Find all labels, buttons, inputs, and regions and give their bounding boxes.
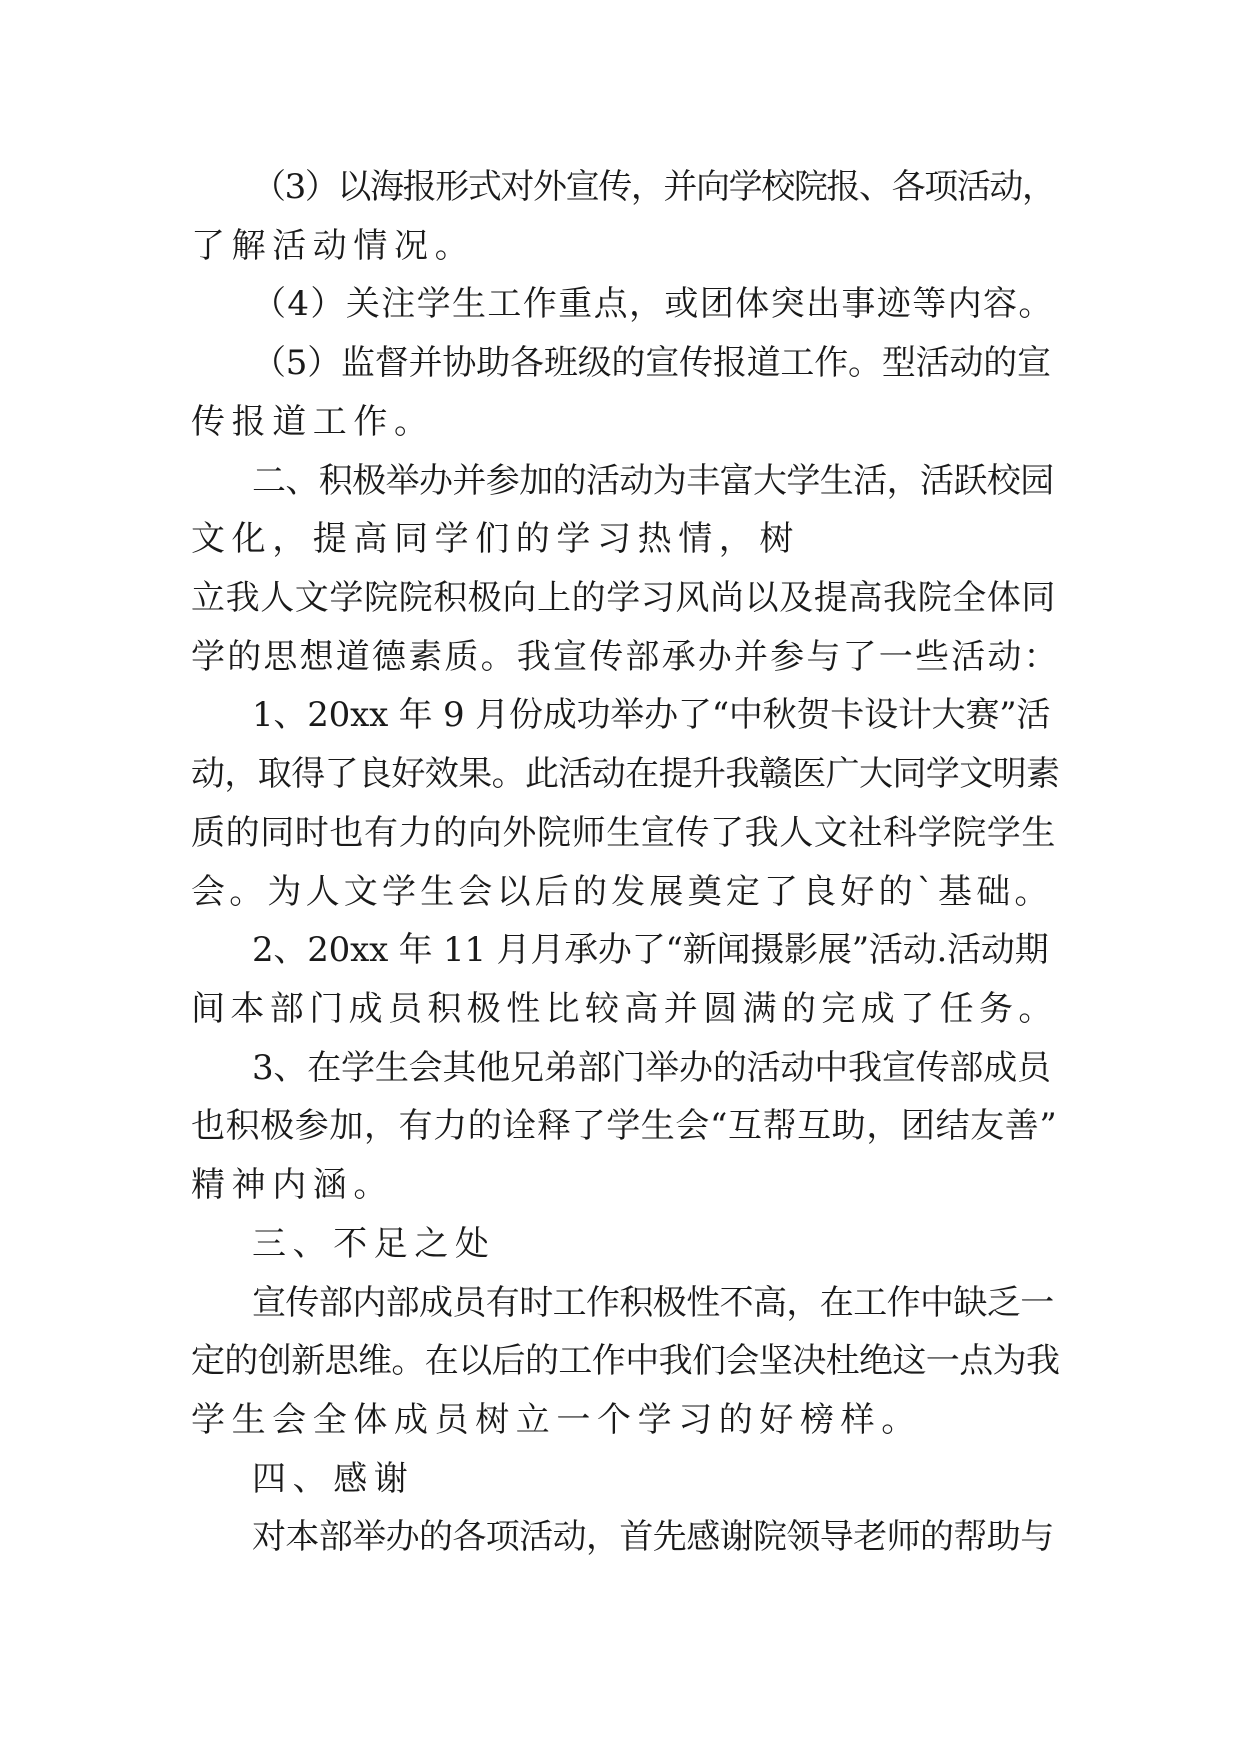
- paragraph-line: （5）监督并协助各班级的宣传报道工作。型活动的宣: [252, 343, 1051, 383]
- paragraph-line: 3、在学生会其他兄弟部门举办的活动中我宣传部成员: [252, 1048, 1051, 1088]
- paragraph-line: 对本部举办的各项活动，首先感谢院领导老师的帮助与: [252, 1517, 1054, 1557]
- paragraph-line: 二、积极举办并参加的活动为丰富大学生活，活跃校园: [252, 461, 1054, 501]
- paragraph-line: 动，取得了良好效果。此活动在提升我赣医广大同学文明素: [191, 754, 1060, 794]
- paragraph-line: 间本部门成员积极性比较高并圆满的完成了任务。: [191, 989, 1058, 1029]
- paragraph-line: 也积极参加，有力的诠释了学生会“互帮互助，团结友善”: [191, 1106, 1058, 1146]
- section-heading: 三、不足之处: [252, 1224, 496, 1264]
- paragraph-line: 传报道工作。: [191, 402, 435, 442]
- paragraph-line: 质的同时也有力的向外院师生宣传了我人文社科学院学生: [191, 813, 1056, 853]
- paragraph-line: 学的思想道德素质。我宣传部承办并参与了一些活动：: [191, 637, 1060, 677]
- paragraph-line: （4）关注学生工作重点，或团体突出事迹等内容。: [252, 284, 1054, 324]
- paragraph-line: 1、20xx 年 9 月份成功举办了“中秋贺卡设计大赛”活: [252, 695, 1051, 735]
- paragraph-line: （3）以海报形式对外宣传，并向学校院报、各项活动，: [252, 167, 1055, 207]
- paragraph-line: 立我人文学院院积极向上的学习风尚以及提高我院全体同: [191, 578, 1056, 618]
- section-heading: 四、感谢: [252, 1459, 415, 1499]
- paragraph-line: 了解活动情况。: [191, 226, 476, 266]
- paragraph-line: 精神内涵。: [191, 1165, 394, 1205]
- paragraph-line: 定的创新思维。在以后的工作中我们会坚决杜绝这一点为我: [191, 1341, 1060, 1381]
- paragraph-line: 学生会全体成员树立一个学习的好榜样。: [191, 1400, 922, 1440]
- paragraph-line: 宣传部内部成员有时工作积极性不高，在工作中缺乏一: [252, 1283, 1054, 1323]
- paragraph-line: 文化，提高同学们的学习热情，树: [191, 519, 800, 559]
- paragraph-line: 2、20xx 年 11 月月承办了“新闻摄影展”活动.活动期: [252, 930, 1049, 970]
- paragraph-line: 会。为人文学生会以后的发展奠定了良好的`基础。: [191, 872, 1053, 912]
